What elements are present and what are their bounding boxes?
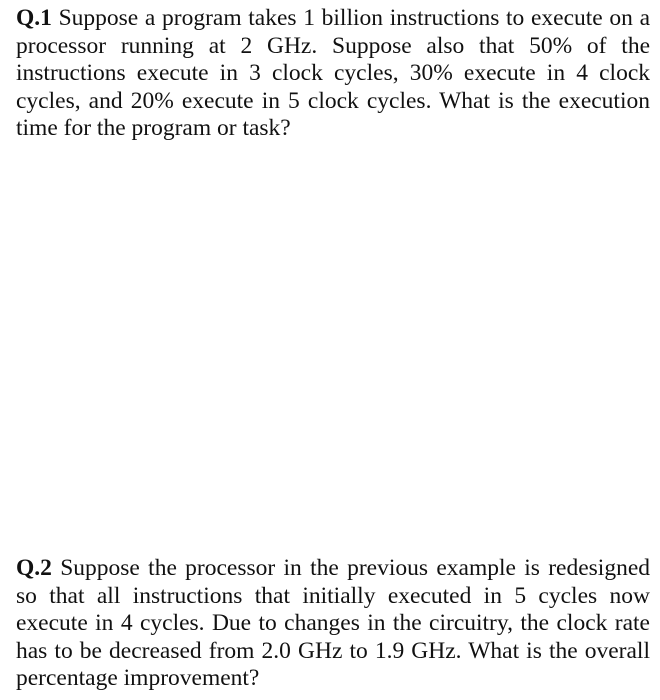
question-2-text: Suppose the processor in the previous example is redesigned so that all instructions that initially executed in 5 cycles now execute in 4 cycles. Due to changes in the circuitry, the clock rate has to be decreased from 2.0 GHz to 1.9 GHz. What is the overall percentage improvement? (16, 555, 650, 691)
question-2-number: Q.2 (16, 555, 52, 581)
question-2 (16, 555, 650, 693)
question-1-number: Q.1 (16, 5, 52, 31)
question-1 (16, 5, 650, 143)
question-1-text: Suppose a program takes 1 billion instructions to execute on a processor running at 2 GHz. Suppose also that 50% of the instructions execute in 3 clock cycles, 30% execute in 4 clock cycles, and 20% execute in 5 clock cycles. What is the execution time for the program or task? (16, 5, 650, 141)
